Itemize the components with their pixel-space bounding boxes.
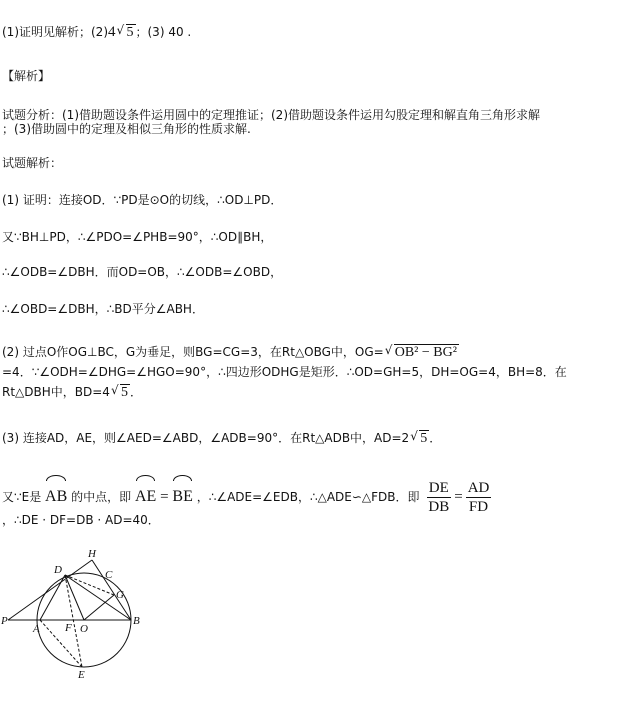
- arc-be: BE: [172, 474, 192, 516]
- geometry-figure: [0, 540, 150, 680]
- answer-part3: ；(3) 40 .: [135, 25, 192, 39]
- part2-text-1: (2) 过点O作OG⊥BC，G为垂足，则BG=CG=3，在Rt△OBG中，OG=: [2, 345, 384, 359]
- part2-line-2: =4．∵∠ODH=∠DHG=∠HGO=90°，∴四边形ODHG是矩形．∴OD=GH=5，DH=OG=4，BH=8．在: [2, 365, 567, 379]
- section-heading: 【解析】: [2, 69, 51, 83]
- label-b: B: [133, 615, 140, 627]
- analysis-line-2: ；(3)借助圆中的定理及相似三角形的性质求解.: [2, 122, 251, 136]
- label-d: D: [54, 564, 62, 576]
- part2-radical: √ OB² − BG²: [384, 343, 457, 360]
- answer-radical: √ 5: [116, 23, 134, 40]
- label-a: A: [33, 623, 40, 635]
- part3-text-1: (3) 连接AD，AE，则∠AED=∠ABD，∠ADB=90°．在Rt△ADB中，AD=2: [2, 431, 410, 445]
- part3-text-2a: 又∵E是: [2, 490, 42, 504]
- fraction-ad-fd: $\frac{AD}{FD}$: [467, 480, 490, 515]
- label-g: G: [116, 589, 124, 601]
- arc-ae: AE: [135, 474, 156, 516]
- fraction-equals: =: [454, 489, 463, 505]
- part3-line-1: [2, 430, 441, 447]
- part3-text-1b: ．: [429, 431, 442, 445]
- line-ph: [8, 560, 92, 620]
- label-o: O: [80, 623, 88, 635]
- part1-line-2: 又∵BH⊥PD，∴∠PDO=∠PHB=90°，∴OD∥BH，: [2, 230, 273, 244]
- label-p: P: [1, 615, 8, 627]
- line-de: [65, 575, 82, 667]
- line-da: [40, 575, 65, 620]
- analysis-line-1: 试题分析：(1)借助题设条件运用圆中的定理推证；(2)借助题设条件运用勾股定理和解直角三角形求解: [2, 108, 540, 122]
- part2-bd-radical: √ 5: [110, 383, 128, 400]
- part3-text-2b: 的中点，即: [71, 490, 132, 504]
- part2-line-1: [2, 344, 459, 361]
- part1-line-4: ∴∠OBD=∠DBH，∴BD平分∠ABH．: [2, 302, 204, 316]
- answer-part1: (1)证明见解析；(2): [2, 25, 108, 39]
- fraction-de-db: $\frac{DE}{DB}$: [428, 480, 450, 515]
- label-e: E: [78, 669, 85, 680]
- answer-line: [2, 24, 191, 41]
- label-f: F: [65, 622, 72, 634]
- part3-text-2c: ，∴∠ADE=∠EDB，∴△ADE∽△FDB．即: [196, 490, 420, 504]
- part1-line-1: (1) 证明：连接OD．∵PD是⊙O的切线，∴OD⊥PD．: [2, 193, 283, 207]
- label-c: C: [105, 569, 113, 581]
- part2-line-3: [2, 384, 142, 401]
- solution-heading: 试题解析：: [2, 156, 63, 170]
- part3-line-3: ，∴DE · DF=DB · AD=40．: [2, 513, 160, 527]
- part1-line-3: ∴∠ODB=∠DBH．而OD=OB，∴∠ODB=∠OBD，: [2, 265, 283, 279]
- arc-ab: AB: [45, 474, 67, 516]
- part3-ad-radical: √ 5: [410, 429, 428, 446]
- line-ae: [40, 620, 82, 667]
- part2-text-3b: ．: [129, 385, 142, 399]
- part2-text-3: Rt△DBH中，BD=4: [2, 385, 110, 399]
- arc-equals: =: [160, 489, 169, 505]
- answer-coef: 4: [108, 24, 116, 40]
- part3-line-2: [2, 474, 494, 516]
- label-h: H: [88, 548, 96, 560]
